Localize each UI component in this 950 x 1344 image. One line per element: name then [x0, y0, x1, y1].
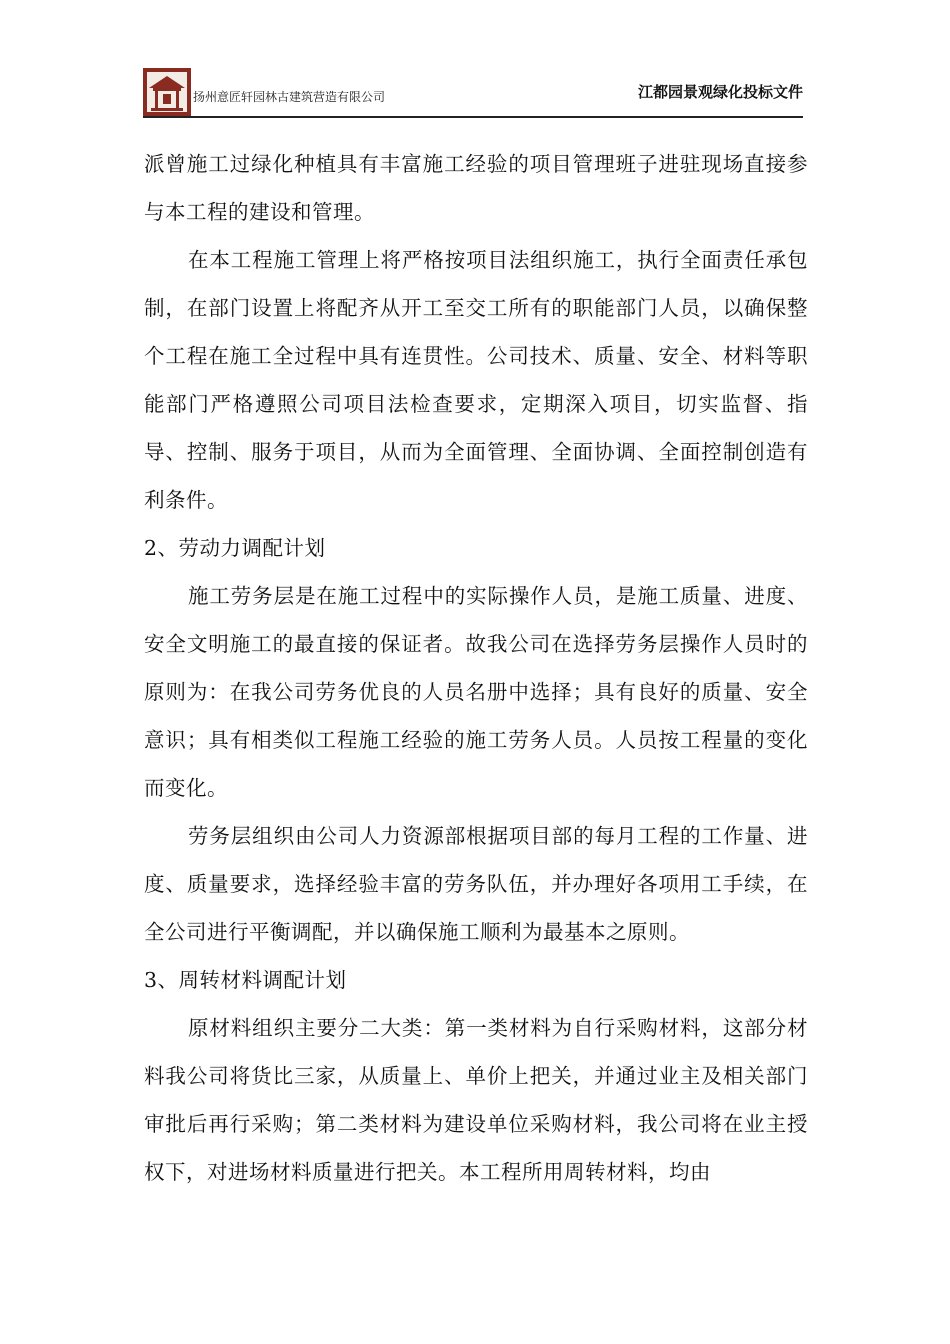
paragraph: 在本工程施工管理上将严格按项目法组织施工，执行全面责任承包制，在部门设置上将配齐从开工至交工所有的职能部门人员，以确保整个工程在施工全过程中具有连贯性。公司技术、质量、安全、材料等职能部门严格遵照公司项目法检查要求，定期深入项目，切实监督、指导、控制、服务于项目，从而为全面管理、全面协调、全面控制创造有利条件。	[144, 248, 808, 512]
section-heading: 2、劳动力调配计划	[144, 536, 326, 560]
header-rule	[143, 116, 803, 118]
paragraph: 施工劳务层是在施工过程中的实际操作人员，是施工质量、进度、安全文明施工的最直接的保证者。故我公司在选择劳务层操作人员时的原则为：在我公司劳务优良的人员名册中选择；具有良好的质量、安全意识；具有相类似工程施工经验的施工劳务人员。人员按工程量的变化而变化。	[144, 584, 808, 800]
document-body	[144, 140, 808, 1196]
paragraph: 劳务层组织由公司人力资源部根据项目部的每月工程的工作量、进度、质量要求，选择经验丰富的劳务队伍，并办理好各项用工手续，在全公司进行平衡调配，并以确保施工顺利为最基本之原则。	[144, 824, 808, 944]
page-header	[143, 68, 803, 118]
company-name: 扬州意匠轩园林古建筑营造有限公司	[193, 90, 386, 104]
document-title: 江都园景观绿化投标文件	[637, 83, 803, 101]
paragraph: 原材料组织主要分二大类：第一类材料为自行采购材料，这部分材料我公司将货比三家，从质量上、单价上把关，并通过业主及相关部门审批后再行采购；第二类材料为建设单位采购材料，我公司将在业主授权下，对进场材料质量进行把关。本工程所用周转材料，均由	[144, 1016, 808, 1184]
pavilion-logo-icon	[143, 68, 191, 116]
paragraph: 派曾施工过绿化种植具有丰富施工经验的项目管理班子进驻现场直接参与本工程的建设和管理。	[144, 152, 808, 224]
section-heading: 3、周转材料调配计划	[144, 968, 347, 992]
